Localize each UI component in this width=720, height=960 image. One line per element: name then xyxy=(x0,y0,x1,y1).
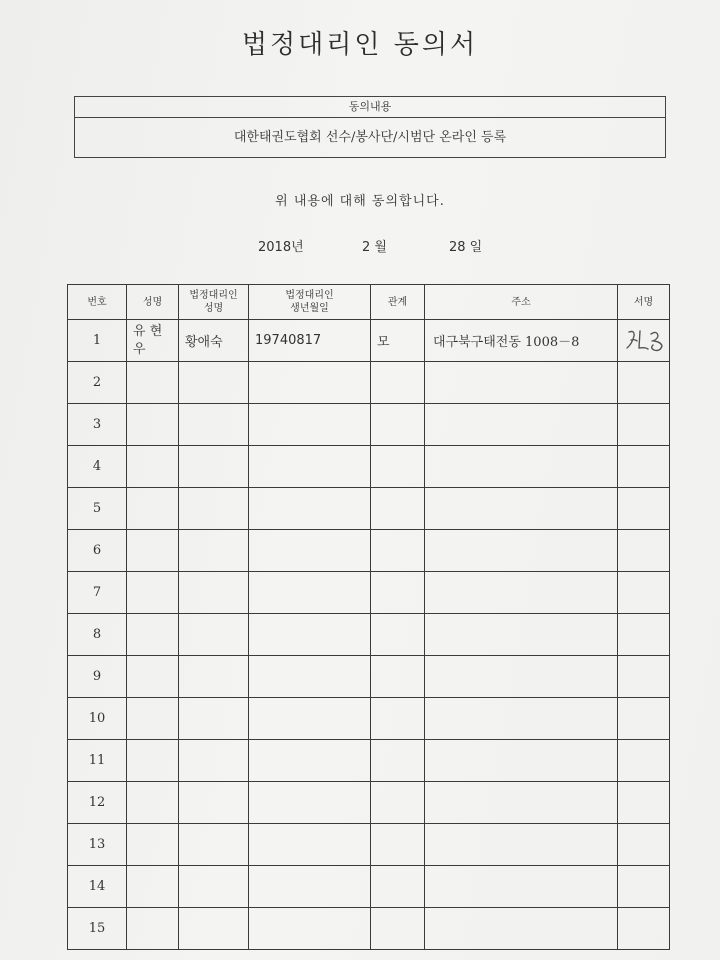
table-header-row xyxy=(68,285,670,320)
table-row: 2 xyxy=(68,362,670,404)
address: 대구북구태전동 1008－8 xyxy=(425,320,618,362)
guardian-table xyxy=(67,284,670,950)
handwritten-signature xyxy=(621,322,667,356)
header-name: 성명 xyxy=(127,285,179,320)
table-row: 13 xyxy=(68,824,670,866)
table-row xyxy=(68,320,670,362)
table-row: 4 xyxy=(68,446,670,488)
header-address: 주소 xyxy=(425,285,618,320)
consent-box xyxy=(74,96,666,158)
header-relation: 관계 xyxy=(371,285,425,320)
header-guardian-name: 법정대리인 성명 xyxy=(179,285,249,320)
date-year: 2018년 xyxy=(258,240,304,255)
table-row: 7 xyxy=(68,572,670,614)
date-month: 2 월 xyxy=(362,240,387,255)
consent-header: 동의내용 xyxy=(75,97,665,118)
header-guardian-birth: 법정대리인 생년월일 xyxy=(249,285,371,320)
agree-statement: 위 내용에 대해 동의합니다. xyxy=(275,194,445,209)
row-number: 1 xyxy=(68,320,127,362)
table-row: 3 xyxy=(68,404,670,446)
header-signature: 서명 xyxy=(618,285,670,320)
header-number: 번호 xyxy=(68,285,127,320)
consent-content: 대한태권도협회 선수/봉사단/시범단 온라인 등록 xyxy=(233,130,507,145)
table-row: 9 xyxy=(68,656,670,698)
table-row: 5 xyxy=(68,488,670,530)
table-row: 6 xyxy=(68,530,670,572)
table-row: 11 xyxy=(68,740,670,782)
table-row: 15 xyxy=(68,908,670,950)
document-title: 법정대리인 동의서 xyxy=(241,30,479,60)
table-row: 10 xyxy=(68,698,670,740)
guardian-birthdate: 19740817 xyxy=(249,320,371,362)
guardian-name: 황애숙 xyxy=(179,320,249,362)
signature xyxy=(618,320,670,362)
table-row: 14 xyxy=(68,866,670,908)
student-name: 유 현 우 xyxy=(127,320,179,362)
date-day: 28 일 xyxy=(449,240,483,255)
table-row: 12 xyxy=(68,782,670,824)
relation: 모 xyxy=(371,320,425,362)
table-row: 8 xyxy=(68,614,670,656)
